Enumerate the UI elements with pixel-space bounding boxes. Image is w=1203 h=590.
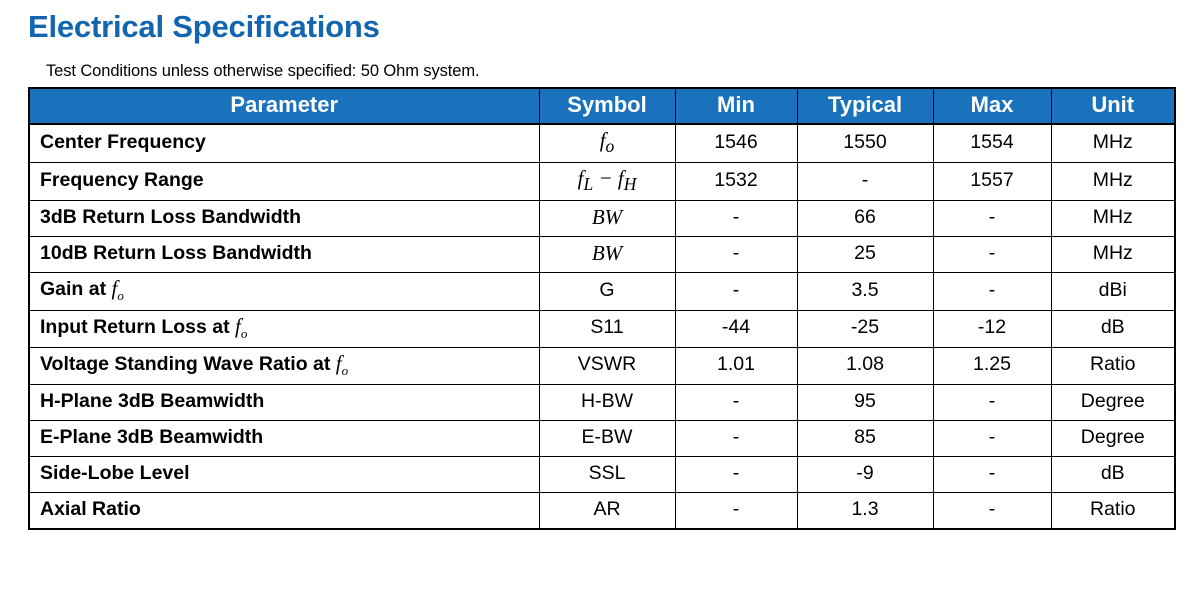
cell-typical: - bbox=[797, 163, 933, 201]
cell-parameter: 10dB Return Loss Bandwidth bbox=[29, 237, 539, 273]
cell-symbol: BW bbox=[539, 201, 675, 237]
cell-unit: Degree bbox=[1051, 384, 1175, 420]
cell-parameter: E-Plane 3dB Beamwidth bbox=[29, 420, 539, 456]
cell-max: - bbox=[933, 456, 1051, 492]
cell-max: - bbox=[933, 273, 1051, 310]
cell-unit: dBi bbox=[1051, 273, 1175, 310]
table-row bbox=[29, 273, 1175, 310]
cell-typical: 85 bbox=[797, 420, 933, 456]
cell-unit: Ratio bbox=[1051, 492, 1175, 529]
cell-max: -12 bbox=[933, 310, 1051, 347]
cell-typical: -25 bbox=[797, 310, 933, 347]
electrical-specifications-table bbox=[28, 87, 1176, 530]
cell-min: 1546 bbox=[675, 124, 797, 163]
table-row bbox=[29, 310, 1175, 347]
cell-unit: dB bbox=[1051, 456, 1175, 492]
cell-min: 1532 bbox=[675, 163, 797, 201]
cell-max: - bbox=[933, 384, 1051, 420]
page-title: Electrical Specifications bbox=[28, 9, 380, 44]
cell-typical: 1.08 bbox=[797, 347, 933, 384]
cell-unit: MHz bbox=[1051, 163, 1175, 201]
table-row bbox=[29, 384, 1175, 420]
cell-symbol: G bbox=[539, 273, 675, 310]
cell-parameter: Frequency Range bbox=[29, 163, 539, 201]
cell-symbol: S11 bbox=[539, 310, 675, 347]
cell-parameter: Voltage Standing Wave Ratio at $f_o$ bbox=[29, 347, 539, 384]
cell-min: - bbox=[675, 492, 797, 529]
cell-min: - bbox=[675, 420, 797, 456]
table-header-row bbox=[29, 88, 1175, 124]
cell-min: - bbox=[675, 273, 797, 310]
cell-parameter: 3dB Return Loss Bandwidth bbox=[29, 201, 539, 237]
cell-unit: dB bbox=[1051, 310, 1175, 347]
table-row bbox=[29, 420, 1175, 456]
cell-typical: 1.3 bbox=[797, 492, 933, 529]
cell-typical: 25 bbox=[797, 237, 933, 273]
column-header-symbol: Symbol bbox=[539, 88, 675, 124]
cell-parameter: Gain at $f_o$ bbox=[29, 273, 539, 310]
cell-max: 1557 bbox=[933, 163, 1051, 201]
cell-symbol: $f_o$ bbox=[539, 124, 675, 163]
cell-parameter: Center Frequency bbox=[29, 124, 539, 163]
table-row bbox=[29, 201, 1175, 237]
table-row bbox=[29, 124, 1175, 163]
cell-symbol: VSWR bbox=[539, 347, 675, 384]
cell-symbol: BW bbox=[539, 237, 675, 273]
table-body bbox=[29, 124, 1175, 529]
column-header-unit: Unit bbox=[1051, 88, 1175, 124]
cell-parameter: Side-Lobe Level bbox=[29, 456, 539, 492]
cell-unit: Degree bbox=[1051, 420, 1175, 456]
column-header-max: Max bbox=[933, 88, 1051, 124]
cell-min: - bbox=[675, 456, 797, 492]
column-header-typical: Typical bbox=[797, 88, 933, 124]
column-header-min: Min bbox=[675, 88, 797, 124]
cell-min: - bbox=[675, 201, 797, 237]
column-header-parameter: Parameter bbox=[29, 88, 539, 124]
cell-typical: -9 bbox=[797, 456, 933, 492]
cell-unit: MHz bbox=[1051, 201, 1175, 237]
cell-max: 1.25 bbox=[933, 347, 1051, 384]
cell-max: - bbox=[933, 237, 1051, 273]
cell-max: - bbox=[933, 201, 1051, 237]
cell-unit: Ratio bbox=[1051, 347, 1175, 384]
table-row bbox=[29, 347, 1175, 384]
cell-min: - bbox=[675, 237, 797, 273]
cell-min: -44 bbox=[675, 310, 797, 347]
cell-min: - bbox=[675, 384, 797, 420]
cell-parameter: Axial Ratio bbox=[29, 492, 539, 529]
cell-min: 1.01 bbox=[675, 347, 797, 384]
table-row bbox=[29, 237, 1175, 273]
specification-page bbox=[0, 9, 1203, 590]
cell-typical: 95 bbox=[797, 384, 933, 420]
cell-parameter: Input Return Loss at $f_o$ bbox=[29, 310, 539, 347]
cell-unit: MHz bbox=[1051, 237, 1175, 273]
table-row bbox=[29, 163, 1175, 201]
cell-typical: 1550 bbox=[797, 124, 933, 163]
cell-symbol: H-BW bbox=[539, 384, 675, 420]
cell-parameter: H-Plane 3dB Beamwidth bbox=[29, 384, 539, 420]
cell-typical: 3.5 bbox=[797, 273, 933, 310]
cell-unit: MHz bbox=[1051, 124, 1175, 163]
cell-symbol: AR bbox=[539, 492, 675, 529]
table-row bbox=[29, 456, 1175, 492]
table-header bbox=[29, 88, 1175, 124]
table-row bbox=[29, 492, 1175, 529]
cell-max: - bbox=[933, 492, 1051, 529]
cell-symbol: $f_L - f_H$ bbox=[539, 163, 675, 201]
cell-max: - bbox=[933, 420, 1051, 456]
cell-symbol: E-BW bbox=[539, 420, 675, 456]
cell-symbol: SSL bbox=[539, 456, 675, 492]
cell-typical: 66 bbox=[797, 201, 933, 237]
test-conditions-note: Test Conditions unless otherwise specified: 50 Ohm system. bbox=[46, 62, 480, 80]
cell-max: 1554 bbox=[933, 124, 1051, 163]
